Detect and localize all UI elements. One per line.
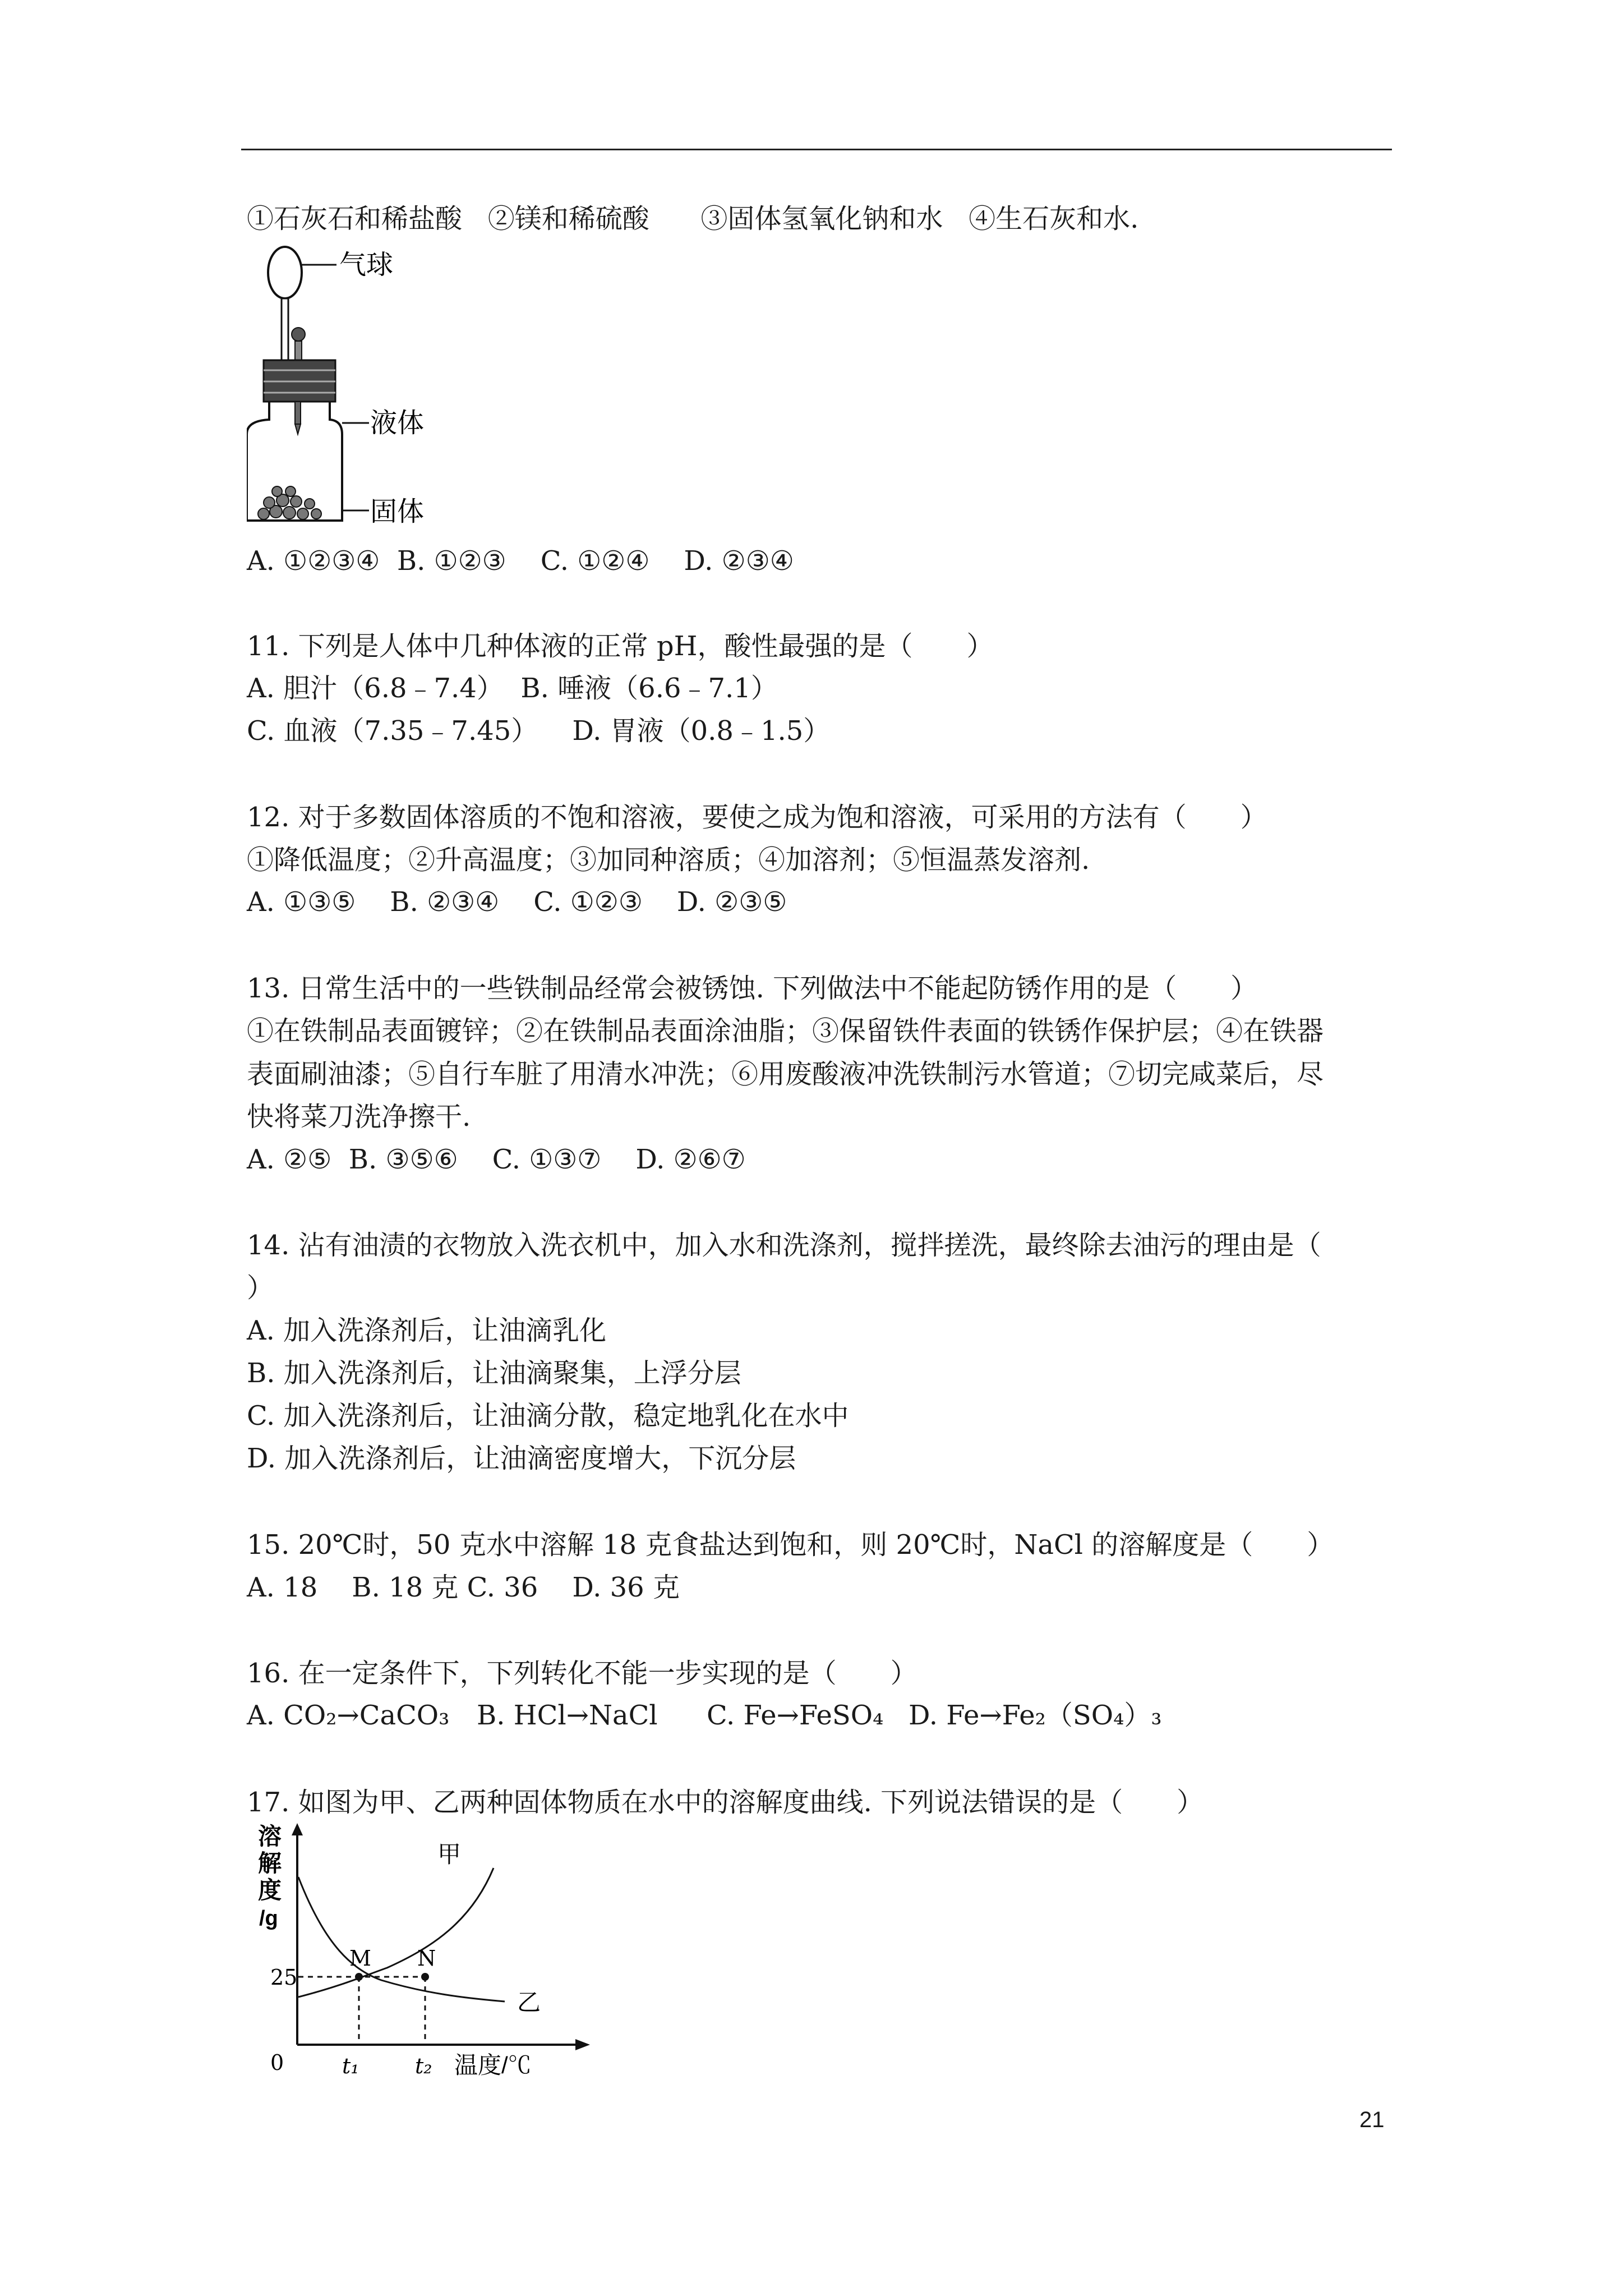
q14-choice-a: A. 加入洗涤剂后，让油滴乳化 [247, 1315, 607, 1346]
q12-stem: 12. 对于多数固体溶质的不饱和溶液，要使之成为饱和溶液，可采用的方法有（ ） [247, 802, 1267, 833]
y-axis-label-1: 溶 [258, 1823, 282, 1849]
point-N [421, 1973, 429, 1981]
balloon-label: 气球 [339, 250, 394, 280]
series-line-yi [298, 1877, 505, 2001]
q10-choices: A. ①②③④ B. ①②③ C. ①②④ D. ②③④ [247, 545, 794, 577]
y-tick-label: 25 [270, 1965, 298, 1990]
q16-choice-c: C. Fe→FeSO₄ [707, 1700, 884, 1731]
q13-items-2: 表面刷油漆；⑤自行车脏了用清水冲洗；⑥用废酸液冲洗铁制污水管道；⑦切完咸菜后，尽 [247, 1059, 1324, 1090]
origin-label: 0 [270, 2050, 284, 2075]
q13-items-1: ①在铁制品表面镀锌；②在铁制品表面涂油脂；③保留铁件表面的铁锈作保护层；④在铁器 [247, 1015, 1324, 1047]
q16-stem: 16. 在一定条件下，下列转化不能一步实现的是（ ） [247, 1658, 917, 1689]
gas-generator-figure [247, 240, 460, 532]
y-axis-label-2: 解 [258, 1850, 282, 1876]
liquid-label: 液体 [370, 408, 425, 438]
q14-stem-1: 14. 沾有油渍的衣物放入洗衣机中，加入水和洗涤剂，搅拌搓洗，最终除去油污的理由是（ [247, 1230, 1321, 1261]
q17-stem: 17. 如图为甲、乙两种固体物质在水中的溶解度曲线. 下列说法错误的是（ ） [247, 1787, 1204, 1818]
series-label-jia: 甲 [437, 1841, 462, 1867]
q14-choice-b: B. 加入洗涤剂后，让油滴聚集，上浮分层 [247, 1358, 741, 1389]
q15-choices: A. 18 B. 18 克 C. 36 D. 36 克 [247, 1572, 680, 1603]
q11-choices-cd: C. 血液（7.35﹣7.45） D. 胃液（0.8﹣1.5） [247, 715, 831, 747]
q10-options-line: ①石灰石和稀盐酸 ②镁和稀硫酸 ③固体氢氧化钠和水 ④生石灰和水. [247, 203, 1139, 234]
point-M [355, 1973, 363, 1981]
header-rule [241, 149, 1392, 150]
page-number: 21 [1359, 2108, 1385, 2132]
annotation-N: N [417, 1946, 436, 1971]
q11-choices-ab: A. 胆汁（6.8﹣7.4） B. 唾液（6.6﹣7.1） [247, 673, 778, 704]
y-axis-label-3: 度 [258, 1877, 282, 1903]
q12-items: ①降低温度；②升高温度；③加同种溶质；④加溶剂；⑤恒温蒸发溶剂. [247, 844, 1090, 876]
q13-stem: 13. 日常生活中的一些铁制品经常会被锈蚀. 下列做法中不能起防锈作用的是（ ） [247, 973, 1258, 1004]
q16-choice-d: D. Fe→Fe₂（SO₄）₃ [909, 1700, 1162, 1731]
q16-choice-a: A. CO₂→CaCO₃ [247, 1700, 450, 1731]
x-tick-label-t1: t₁ [342, 2054, 359, 2078]
q13-choices: A. ②⑤ B. ③⑤⑥ C. ①③⑦ D. ②⑥⑦ [247, 1144, 746, 1175]
annotation-M: M [349, 1946, 371, 1971]
series-label-yi: 乙 [517, 1989, 541, 2016]
y-axis-label-4: /g [259, 1907, 278, 1930]
q14-choice-d: D. 加入洗涤剂后，让油滴密度增大，下沉分层 [247, 1443, 796, 1474]
x-tick-label-t2: t₂ [415, 2054, 432, 2078]
q12-choices: A. ①③⑤ B. ②③④ C. ①②③ D. ②③⑤ [247, 886, 787, 918]
q15-stem: 15. 20℃时，50 克水中溶解 18 克食盐达到饱和，则 20℃时，NaCl 的溶解度是（ ） [247, 1529, 1334, 1561]
q14-stem-2: ） [247, 1272, 274, 1304]
x-axis-arrow [575, 2039, 590, 2050]
x-axis-label: 温度/℃ [454, 2052, 532, 2078]
q13-items-3: 快将菜刀洗净擦干. [247, 1101, 471, 1133]
solid-label: 固体 [370, 497, 425, 527]
q11-stem: 11. 下列是人体中几种体液的正常 pH，酸性最强的是（ ） [247, 631, 994, 662]
q14-choice-c: C. 加入洗涤剂后，让油滴分散，稳定地乳化在水中 [247, 1400, 849, 1432]
q16-choice-b: B. HCl→NaCl [477, 1700, 658, 1731]
solubility-chart [247, 1823, 594, 2081]
y-axis-arrow [292, 1823, 303, 1835]
